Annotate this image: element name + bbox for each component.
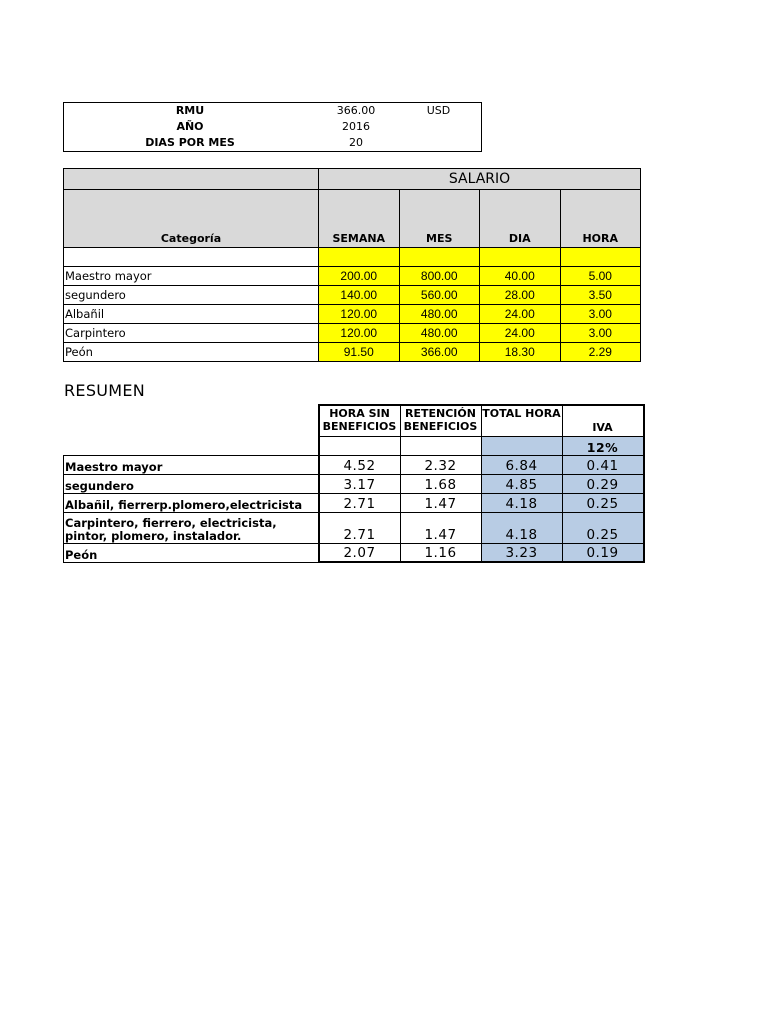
empty-cell xyxy=(64,405,319,436)
category-name[interactable]: Albañil xyxy=(64,305,319,324)
hora-sin-beneficios-cell[interactable]: 2.71 xyxy=(319,512,401,543)
table-row xyxy=(64,286,641,305)
parameter-row xyxy=(64,135,482,152)
empty-cell[interactable] xyxy=(399,248,480,267)
iva-header[interactable]: IVA xyxy=(562,405,644,436)
retencion-beneficios-cell[interactable]: 1.47 xyxy=(400,493,481,512)
hora-cell[interactable]: 3.00 xyxy=(560,324,641,343)
iva-cell[interactable]: 0.25 xyxy=(562,493,644,512)
total-hora-cell[interactable]: 4.18 xyxy=(481,512,562,543)
dia-cell[interactable]: 24.00 xyxy=(480,324,561,343)
days-per-month-unit[interactable] xyxy=(396,135,482,152)
mes-cell[interactable]: 480.00 xyxy=(399,305,480,324)
empty-cell[interactable] xyxy=(64,248,319,267)
hora-cell[interactable]: 3.50 xyxy=(560,286,641,305)
hora-header[interactable]: HORA xyxy=(560,190,641,248)
salary-table xyxy=(63,168,641,362)
summary-category-name[interactable]: Maestro mayor xyxy=(64,455,319,474)
semana-cell[interactable]: 120.00 xyxy=(319,324,400,343)
table-row xyxy=(64,343,641,362)
dia-cell[interactable]: 24.00 xyxy=(480,305,561,324)
days-per-month-value[interactable]: 20 xyxy=(349,136,363,149)
parameter-row xyxy=(64,103,482,120)
summary-category-name[interactable]: Peón xyxy=(64,543,319,562)
table-row xyxy=(64,305,641,324)
salary-empty-row xyxy=(64,248,641,267)
table-row xyxy=(64,543,644,562)
rmu-value[interactable]: 366.00 xyxy=(336,104,376,117)
retencion-beneficios-cell[interactable]: 1.68 xyxy=(400,474,481,493)
mes-cell[interactable]: 560.00 xyxy=(399,286,480,305)
summary-rate-row xyxy=(64,436,644,455)
category-header[interactable]: Categoría xyxy=(64,190,319,248)
retencion-beneficios-cell[interactable]: 2.32 xyxy=(400,455,481,474)
rmu-unit[interactable]: USD xyxy=(426,104,451,117)
year-unit[interactable] xyxy=(396,119,482,135)
hora-cell[interactable]: 5.00 xyxy=(560,267,641,286)
hora-sin-beneficios-header[interactable]: HORA SIN BENEFICIOS xyxy=(319,405,401,436)
hora-sin-beneficios-cell[interactable]: 4.52 xyxy=(319,455,401,474)
semana-cell[interactable]: 91.50 xyxy=(319,343,400,362)
iva-cell[interactable]: 0.41 xyxy=(562,455,644,474)
retencion-beneficios-cell[interactable]: 1.47 xyxy=(400,512,481,543)
empty-cell[interactable] xyxy=(400,436,481,455)
hora-sin-beneficios-cell[interactable]: 3.17 xyxy=(319,474,401,493)
total-hora-cell[interactable]: 4.85 xyxy=(481,474,562,493)
semana-cell[interactable]: 120.00 xyxy=(319,305,400,324)
category-name[interactable]: segundero xyxy=(64,286,319,305)
total-hora-cell[interactable]: 4.18 xyxy=(481,493,562,512)
rmu-label[interactable]: RMU xyxy=(175,104,205,117)
summary-category-name[interactable]: Albañil, fierrerp.plomero,electricista xyxy=(64,493,319,512)
dia-cell[interactable]: 28.00 xyxy=(480,286,561,305)
hora-sin-beneficios-cell[interactable]: 2.71 xyxy=(319,493,401,512)
category-name[interactable]: Peón xyxy=(64,343,319,362)
semana-cell[interactable]: 140.00 xyxy=(319,286,400,305)
year-value[interactable]: 2016 xyxy=(342,120,370,133)
iva-rate-cell[interactable]: 12% xyxy=(562,436,644,455)
table-row xyxy=(64,474,644,493)
category-name[interactable]: Carpintero xyxy=(64,324,319,343)
parameters-table xyxy=(63,102,482,152)
category-name[interactable]: Maestro mayor xyxy=(64,267,319,286)
retencion-beneficios-header[interactable]: RETENCIÓN BENEFICIOS xyxy=(400,405,481,436)
iva-cell[interactable]: 0.29 xyxy=(562,474,644,493)
iva-cell[interactable]: 0.25 xyxy=(562,512,644,543)
semana-header[interactable]: SEMANA xyxy=(319,190,400,248)
empty-cell[interactable] xyxy=(480,248,561,267)
empty-header-cell[interactable] xyxy=(64,169,319,190)
summary-header-row xyxy=(64,405,644,436)
parameter-row xyxy=(64,119,482,135)
iva-cell[interactable]: 0.19 xyxy=(562,543,644,562)
table-row xyxy=(64,512,644,543)
summary-table xyxy=(63,404,645,563)
resumen-title: RESUMEN xyxy=(64,381,146,400)
table-row xyxy=(64,324,641,343)
salary-group-header-row xyxy=(64,169,641,190)
dia-header[interactable]: DIA xyxy=(480,190,561,248)
hora-cell[interactable]: 3.00 xyxy=(560,305,641,324)
semana-cell[interactable]: 200.00 xyxy=(319,267,400,286)
retencion-beneficios-cell[interactable]: 1.16 xyxy=(400,543,481,562)
mes-cell[interactable]: 480.00 xyxy=(399,324,480,343)
salary-column-header-row xyxy=(64,190,641,248)
mes-header[interactable]: MES xyxy=(399,190,480,248)
total-hora-cell[interactable]: 6.84 xyxy=(481,455,562,474)
year-label[interactable]: AÑO xyxy=(176,120,204,133)
empty-cell[interactable] xyxy=(319,248,400,267)
empty-cell xyxy=(64,436,319,455)
empty-cell[interactable] xyxy=(481,436,562,455)
summary-category-name[interactable]: Carpintero, fierrero, electricista, pintor, plomero, instalador. xyxy=(64,512,319,543)
hora-sin-beneficios-cell[interactable]: 2.07 xyxy=(319,543,401,562)
total-hora-cell[interactable]: 3.23 xyxy=(481,543,562,562)
empty-cell[interactable] xyxy=(319,436,401,455)
summary-category-name[interactable]: segundero xyxy=(64,474,319,493)
hora-cell[interactable]: 2.29 xyxy=(560,343,641,362)
table-row xyxy=(64,455,644,474)
mes-cell[interactable]: 366.00 xyxy=(399,343,480,362)
empty-cell[interactable] xyxy=(560,248,641,267)
table-row xyxy=(64,493,644,512)
table-row xyxy=(64,267,641,286)
dia-cell[interactable]: 40.00 xyxy=(480,267,561,286)
dia-cell[interactable]: 18.30 xyxy=(480,343,561,362)
days-per-month-label[interactable]: DIAS POR MES xyxy=(145,136,235,149)
total-hora-header[interactable]: TOTAL HORA xyxy=(481,405,562,436)
mes-cell[interactable]: 800.00 xyxy=(399,267,480,286)
salario-header[interactable]: SALARIO xyxy=(319,169,641,190)
